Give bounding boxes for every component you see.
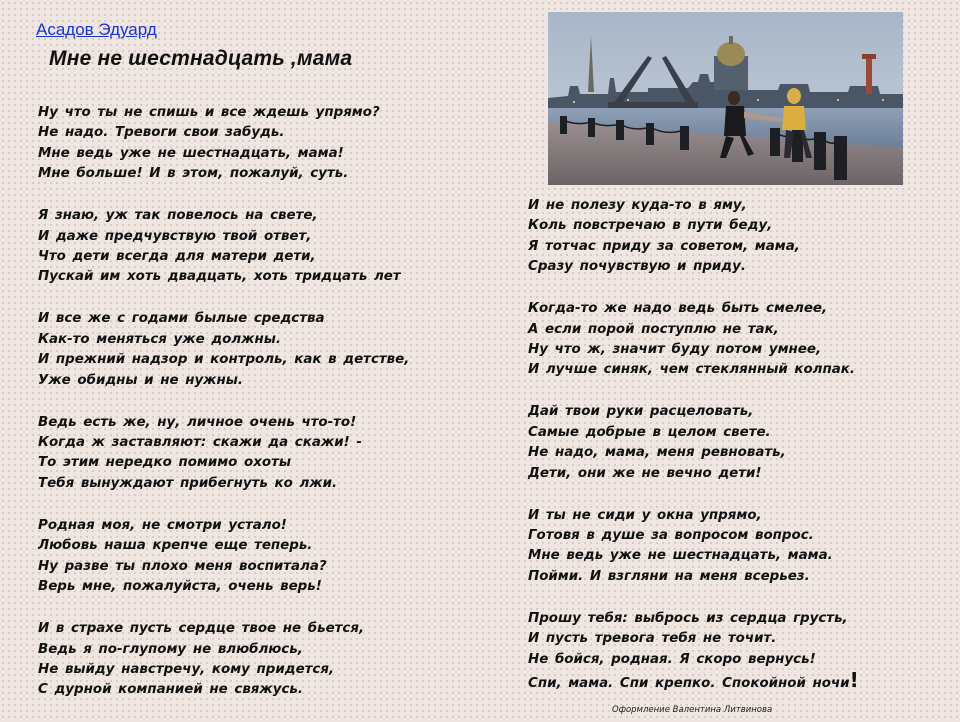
poem-line: И в страхе пусть сердце твое не бьется, bbox=[38, 621, 365, 637]
poem-line: Ну разве ты плохо меня воспитала? bbox=[38, 558, 327, 574]
poem-line: Ведь есть же, ну, личное очень что-то! bbox=[38, 414, 357, 430]
poem-line: Дети, они же не вечно дети! bbox=[528, 465, 762, 481]
poem-line: Верь мне, пожалуйста, очень верь! bbox=[38, 579, 322, 595]
poem-line: Самые добрые в целом свете. bbox=[528, 424, 771, 440]
poem-line: И прежний надзор и контроль, как в детстве, bbox=[38, 352, 410, 368]
stanza bbox=[528, 609, 953, 695]
stanza bbox=[38, 516, 508, 598]
author-link[interactable]: Асадов Эдуард bbox=[36, 20, 157, 39]
poem-line: Когда ж заставляют: скажи да скажи! - bbox=[38, 435, 362, 451]
poem-line: Тебя вынуждают прибегнуть ко лжи. bbox=[38, 475, 338, 491]
poem-line: Пойми. И взгляни на меня всерьез. bbox=[528, 568, 810, 584]
poem-right-column bbox=[528, 196, 953, 716]
stanza bbox=[528, 402, 953, 484]
poem-line: Спи, мама. Спи крепко. Спокойной ночи! bbox=[528, 668, 859, 693]
poem-line: Готовя в душе за вопросом вопрос. bbox=[528, 528, 814, 544]
poem-line: Ну что ж, значит буду потом умнее, bbox=[528, 342, 822, 358]
poem-line: Пускай им хоть двадцать, хоть тридцать лет bbox=[38, 269, 401, 285]
poem-line: И не полезу куда-то в яму, bbox=[528, 198, 747, 213]
poem-line: Любовь наша крепче еще теперь. bbox=[38, 538, 313, 554]
poem-line: Я знаю, уж так повелось на свете, bbox=[38, 208, 318, 224]
poem-line: И все же с годами былые средства bbox=[38, 311, 325, 327]
poem-line: Я тотчас приду за советом, мама, bbox=[528, 238, 800, 254]
poem-line: Как-то меняться уже должны. bbox=[38, 331, 281, 347]
poem-line: То этим нередко помимо охоты bbox=[38, 455, 291, 471]
poem-line: Ну что ты не спишь и все ждешь упрямо? bbox=[38, 105, 380, 120]
stanza bbox=[528, 299, 953, 381]
poem-line: С дурной компанией не свяжусь. bbox=[38, 682, 303, 698]
stanza bbox=[528, 506, 953, 588]
poem-line: А если порой поступлю не так, bbox=[528, 321, 779, 337]
poem-line: Не бойся, родная. Я скоро вернусь! bbox=[528, 651, 816, 667]
stanza bbox=[38, 413, 508, 495]
poem-line: Не надо, мама, меня ревновать, bbox=[528, 445, 786, 461]
poem-line: Дай твои руки расцеловать, bbox=[528, 404, 754, 420]
design-credit: Оформление Валентина Литвинова bbox=[612, 705, 773, 715]
stanza bbox=[38, 103, 508, 185]
poem-line: Мне ведь уже не шестнадцать, мама. bbox=[528, 548, 833, 564]
stanza bbox=[38, 309, 508, 391]
poem-line: И пусть тревога тебя не точит. bbox=[528, 631, 777, 647]
stanza bbox=[38, 206, 508, 288]
poem-line: Что дети всегда для матери дети, bbox=[38, 249, 316, 265]
poem-line: Мне ведь уже не шестнадцать, мама! bbox=[38, 145, 344, 161]
poem-line: Родная моя, не смотри устало! bbox=[38, 517, 287, 533]
poem-title: Мне не шестнадцать ,мама bbox=[49, 47, 353, 70]
exclamation-mark: ! bbox=[849, 668, 859, 693]
poem-line: Мне больше! И в этом, пожалуй, суть. bbox=[38, 166, 349, 182]
poem-left-column bbox=[38, 103, 508, 722]
poem-line: И лучше синяк, чем стеклянный колпак. bbox=[528, 362, 855, 378]
stanza bbox=[528, 196, 953, 278]
poem-line: Уже обидны и не нужны. bbox=[38, 372, 243, 388]
poem-line: Коль повстречаю в пути беду, bbox=[528, 218, 773, 234]
poem-line: И даже предчувствую твой ответ, bbox=[38, 228, 312, 244]
stanza bbox=[38, 619, 508, 701]
poem-line: Не надо. Тревоги свои забудь. bbox=[38, 125, 285, 141]
photo-couple-embankment bbox=[548, 12, 903, 185]
poem-line: Прошу тебя: выбрось из сердца грусть, bbox=[528, 610, 848, 626]
poem-line: И ты не сиди у окна упрямо, bbox=[528, 507, 762, 523]
poem-line: Сразу почувствую и приду. bbox=[528, 259, 746, 275]
poem-line: Не выйду навстречу, кому придется, bbox=[38, 661, 335, 677]
poem-line: Ведь я по-глупому не влюблюсь, bbox=[38, 641, 303, 657]
poem-line: Когда-то же надо ведь быть смелее, bbox=[528, 301, 828, 317]
